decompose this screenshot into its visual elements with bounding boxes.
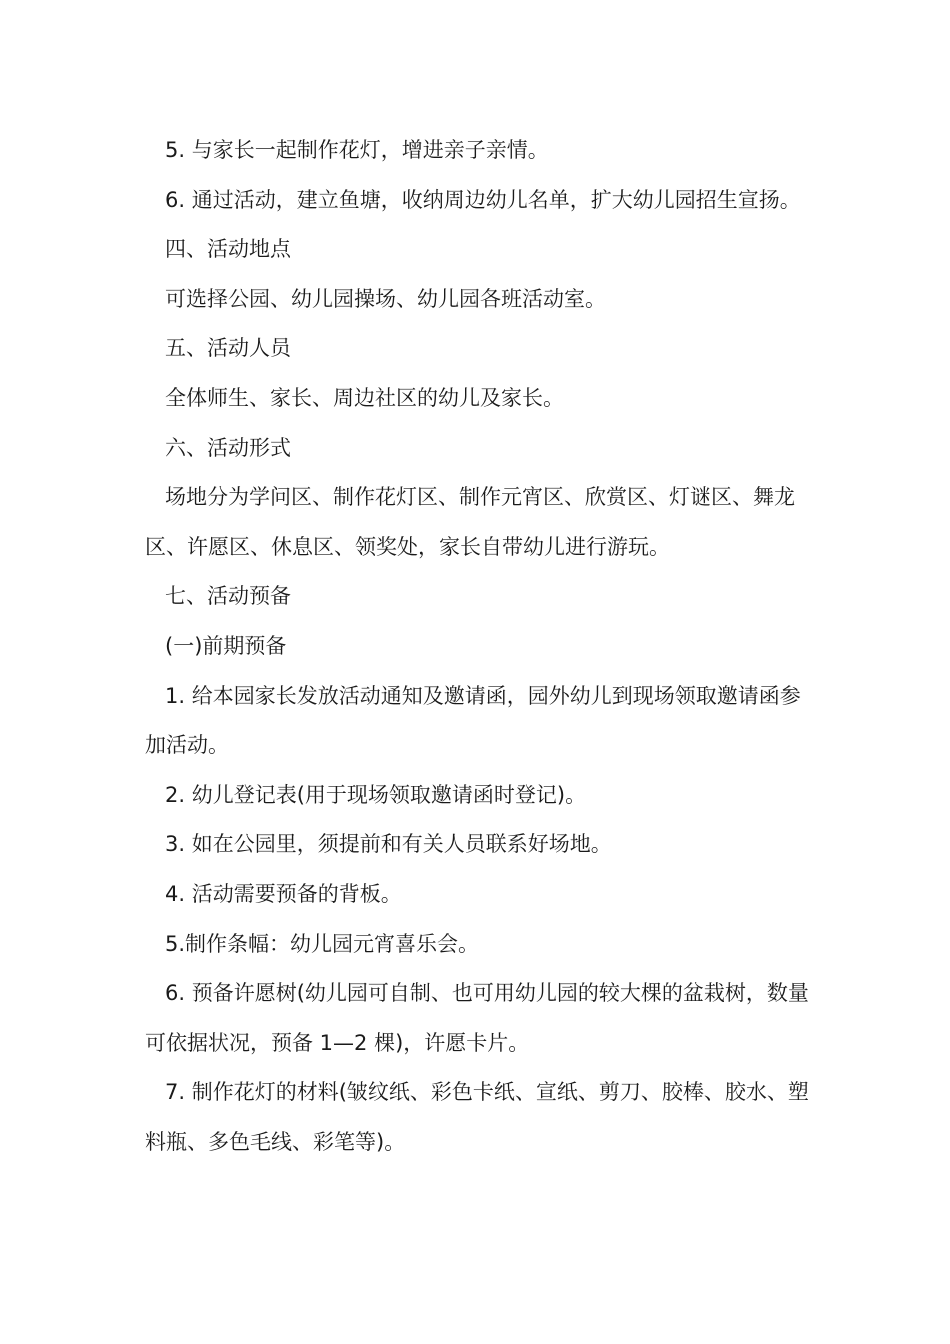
- paragraph-prep-2: 2. 幼儿登记表(用于现场领取邀请函时登记)。: [165, 782, 587, 807]
- paragraph-prep-1: 1. 给本园家长发放活动通知及邀请函，园外幼儿到现场领取邀请函参加活动。: [145, 683, 801, 758]
- paragraph-format: 场地分为学问区、制作花灯区、制作元宵区、欣赏区、灯谜区、舞龙区、许愿区、休息区、领奖处，家长自带幼儿进行游玩。: [145, 485, 795, 559]
- paragraph-prep-3: 3. 如在公园里，须提前和有关人员联系好场地。: [165, 832, 612, 857]
- paragraph-goal-5: 5. 与家长一起制作花灯，增进亲子亲情。: [165, 138, 549, 162]
- section-heading-location: 四、活动地点: [165, 237, 291, 262]
- section-heading-preparation: 七、活动预备: [165, 584, 291, 609]
- paragraph-prep-7: 7. 制作花灯的材料(皱纹纸、彩色卡纸、宣纸、剪刀、胶棒、胶水、塑料瓶、多色毛线、彩笔等)。: [145, 1080, 809, 1154]
- paragraph-prep-5: 5.制作条幅：幼儿园元宵喜乐会。: [165, 931, 480, 956]
- paragraph-location: 可选择公园、幼儿园操场、幼儿园各班活动室。: [165, 286, 606, 311]
- paragraph-prep-4: 4. 活动需要预备的背板。: [165, 881, 402, 906]
- section-heading-format: 六、活动形式: [165, 435, 291, 460]
- document-body: [145, 126, 815, 1167]
- paragraph-prep-6: 6. 预备许愿树(幼儿园可自制、也可用幼儿园的较大棵的盆栽树，数量可依据状况，预备 1—2 棵)，许愿卡片。: [145, 981, 809, 1055]
- subsection-heading-early-preparation: (一)前期预备: [165, 633, 287, 658]
- paragraph-goal-6: 6. 通过活动，建立鱼塘，收纳周边幼儿名单，扩大幼儿园招生宣扬。: [165, 187, 801, 212]
- paragraph-participants: 全体师生、家长、周边社区的幼儿及家长。: [165, 385, 564, 410]
- section-heading-participants: 五、活动人员: [165, 336, 291, 361]
